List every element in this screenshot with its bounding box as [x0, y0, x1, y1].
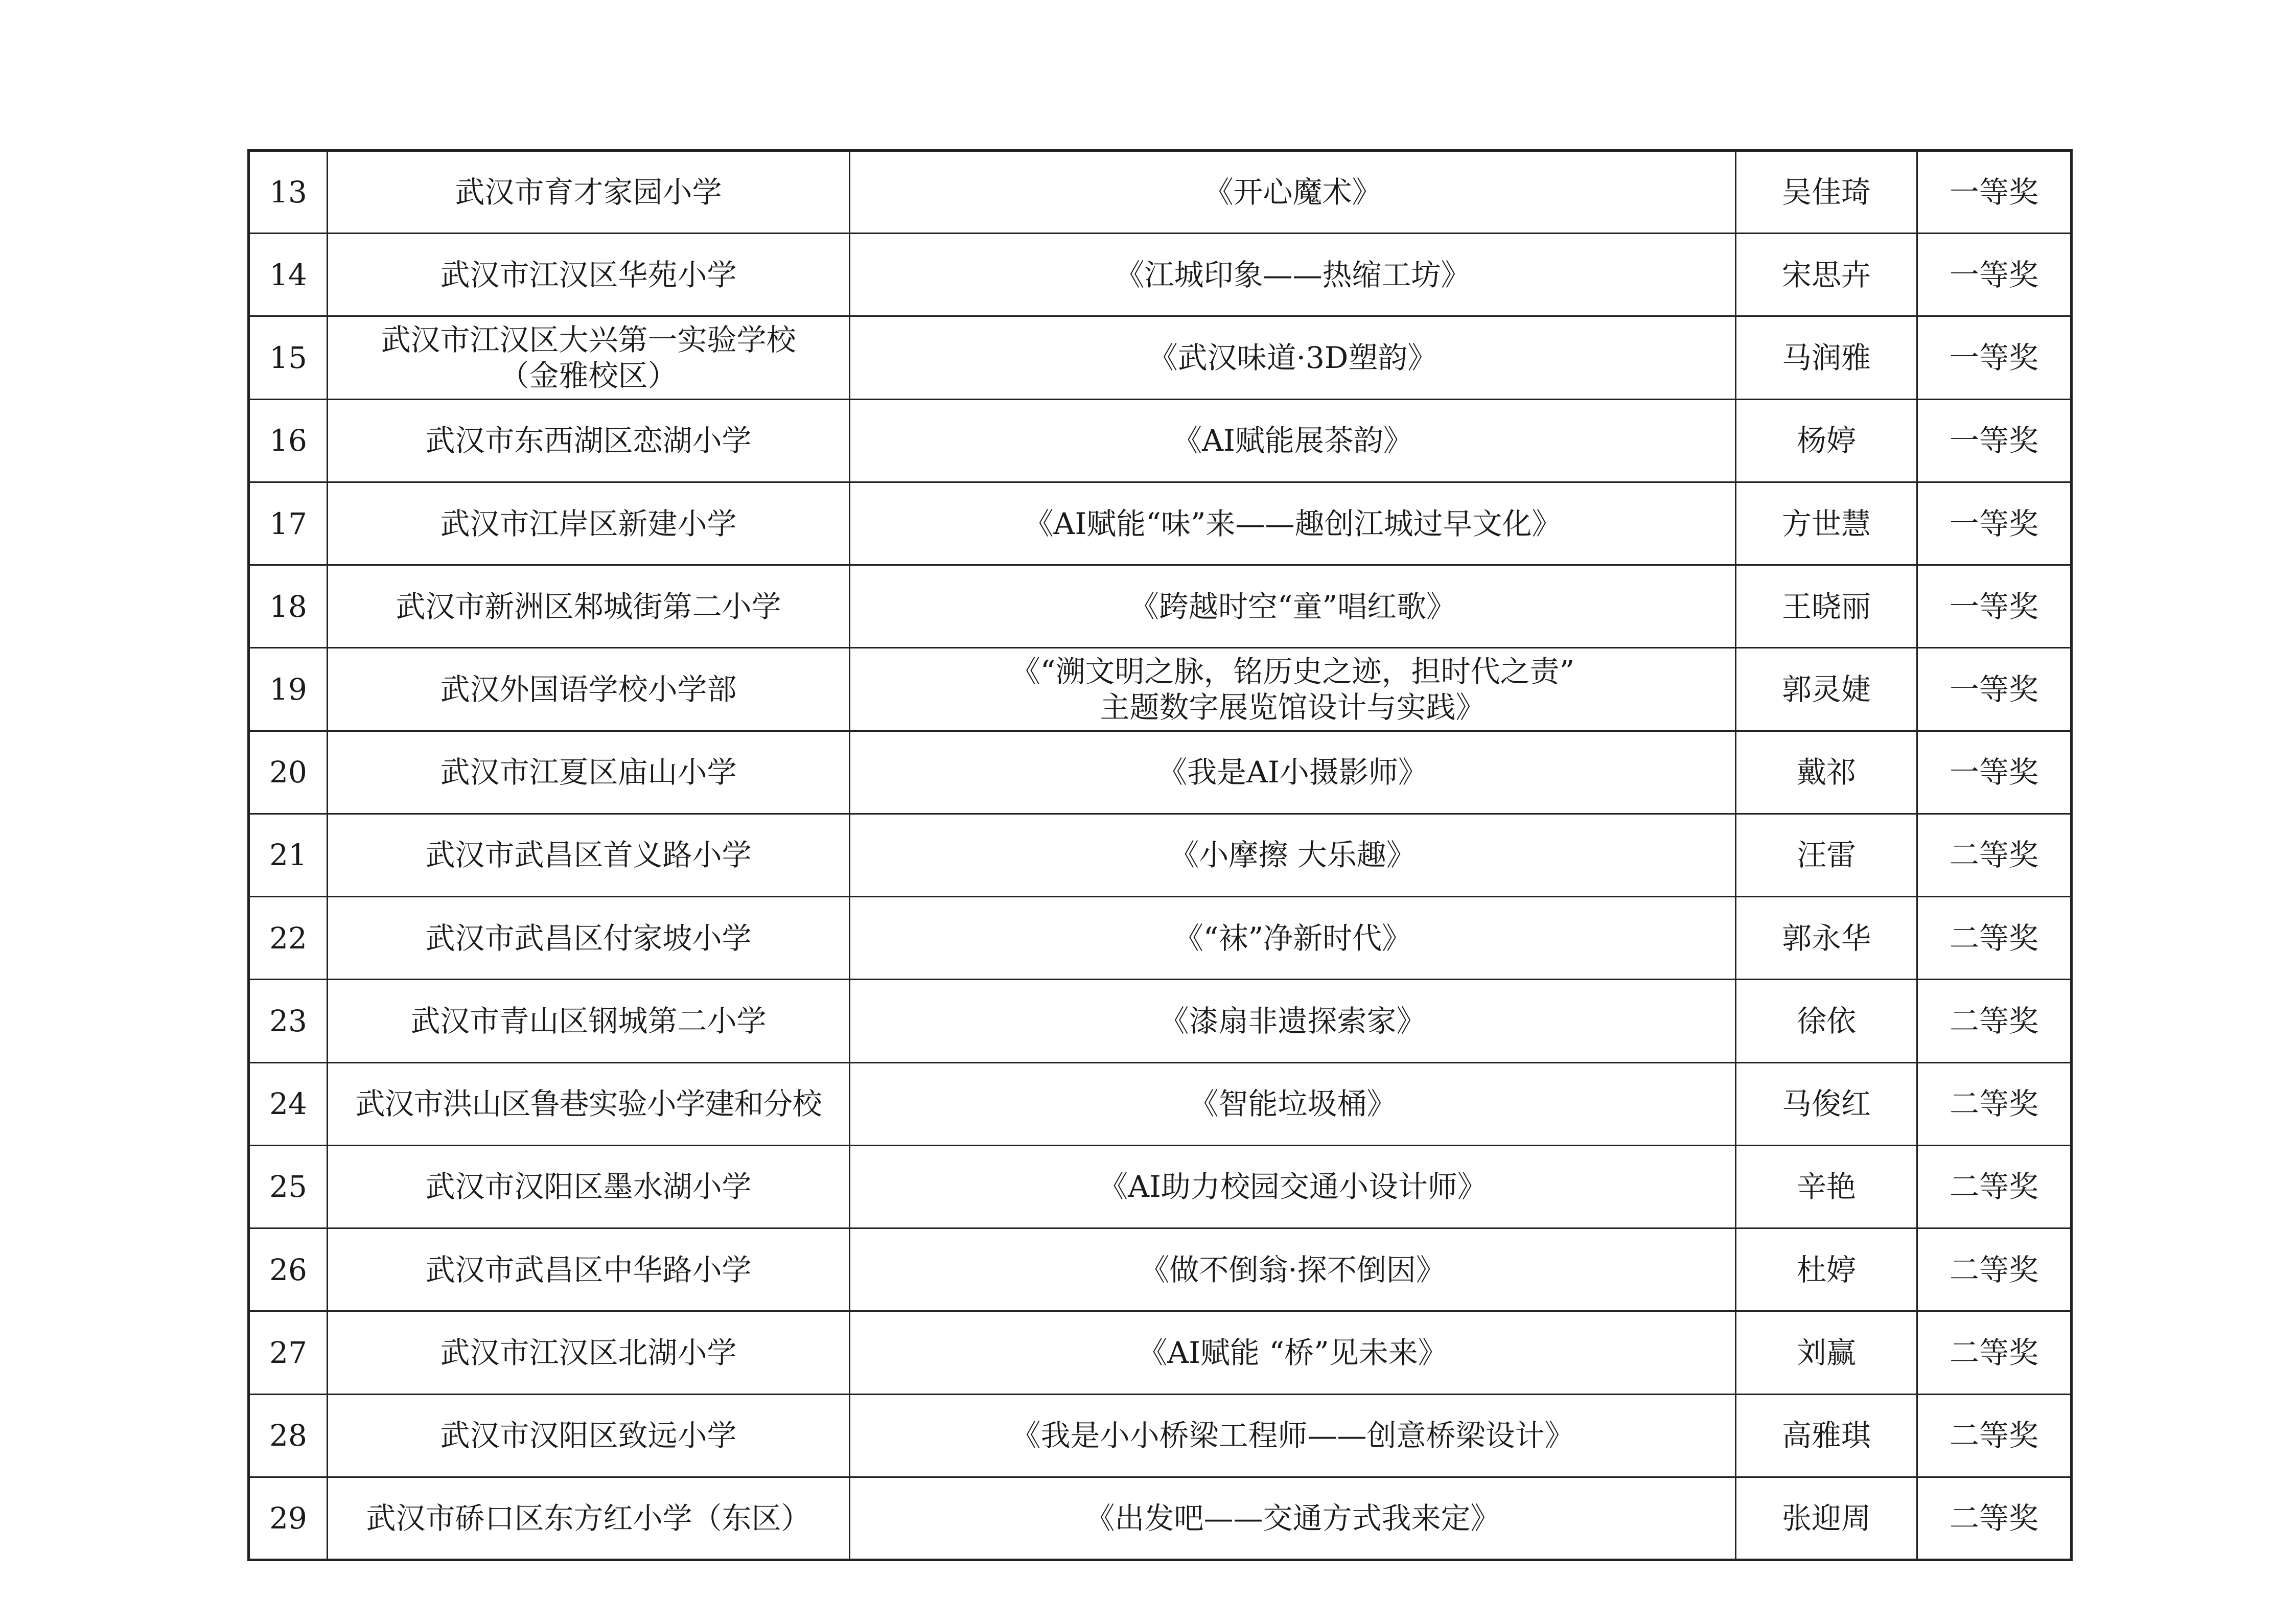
- award-table-body: [249, 151, 2072, 1560]
- table-row: [249, 897, 2072, 980]
- award-level-cell: 二等奖: [1917, 1477, 2072, 1560]
- work-title-cell: 《AI赋能“味”来——趣创江城过早文化》: [850, 482, 1736, 565]
- school-name-cell: 武汉市洪山区鲁巷实验小学建和分校: [328, 1062, 850, 1145]
- work-title-cell: 《开心魔术》: [850, 151, 1736, 234]
- school-name-cell: 武汉市武昌区首义路小学: [328, 814, 850, 896]
- work-title-cell: 《AI赋能展茶韵》: [850, 399, 1736, 482]
- award-level-cell: 一等奖: [1917, 731, 2072, 814]
- teacher-name-cell: 王晓丽: [1736, 565, 1917, 648]
- work-title-cell: 《我是AI小摄影师》: [850, 731, 1736, 814]
- award-level-cell: 二等奖: [1917, 1311, 2072, 1394]
- row-number-cell: 20: [249, 731, 328, 814]
- row-number-cell: 28: [249, 1394, 328, 1477]
- table-row: [249, 1228, 2072, 1311]
- work-title-cell: 《做不倒翁·探不倒因》: [850, 1228, 1736, 1311]
- table-row: [249, 980, 2072, 1062]
- award-level-cell: 一等奖: [1917, 565, 2072, 648]
- work-title-cell: 《江城印象——热缩工坊》: [850, 234, 1736, 316]
- work-title-line: 主题数字展览馆设计与实践》: [1100, 690, 1486, 725]
- teacher-name-cell: 徐依: [1736, 980, 1917, 1062]
- award-level-cell: 二等奖: [1917, 1394, 2072, 1477]
- row-number-cell: 24: [249, 1062, 328, 1145]
- table-row: [249, 1311, 2072, 1394]
- award-table: [247, 149, 2073, 1561]
- school-name-cell: 武汉市江岸区新建小学: [328, 482, 850, 565]
- school-name-cell: 武汉外国语学校小学部: [328, 648, 850, 731]
- school-name-cell: [328, 316, 850, 399]
- row-number-cell: 15: [249, 316, 328, 399]
- award-level-cell: 二等奖: [1917, 814, 2072, 896]
- work-title-cell: 《小摩擦 大乐趣》: [850, 814, 1736, 896]
- row-number-cell: 13: [249, 151, 328, 234]
- row-number-cell: 26: [249, 1228, 328, 1311]
- school-name-cell: 武汉市新洲区邾城街第二小学: [328, 565, 850, 648]
- table-row: [249, 731, 2072, 814]
- teacher-name-cell: 郭灵婕: [1736, 648, 1917, 731]
- row-number-cell: 22: [249, 897, 328, 980]
- work-title-cell: 《AI赋能 “桥”见未来》: [850, 1311, 1736, 1394]
- award-level-cell: 二等奖: [1917, 1062, 2072, 1145]
- row-number-cell: 23: [249, 980, 328, 1062]
- row-number-cell: 18: [249, 565, 328, 648]
- row-number-cell: 14: [249, 234, 328, 316]
- work-title-cell: 《AI助力校园交通小设计师》: [850, 1145, 1736, 1228]
- table-row: [249, 1477, 2072, 1560]
- row-number-cell: 25: [249, 1145, 328, 1228]
- teacher-name-cell: 高雅琪: [1736, 1394, 1917, 1477]
- table-row: [249, 565, 2072, 648]
- teacher-name-cell: 方世慧: [1736, 482, 1917, 565]
- school-name-cell: 武汉市东西湖区恋湖小学: [328, 399, 850, 482]
- row-number-cell: 19: [249, 648, 328, 731]
- school-name-cell: 武汉市江夏区庙山小学: [328, 731, 850, 814]
- teacher-name-cell: 刘赢: [1736, 1311, 1917, 1394]
- row-number-cell: 21: [249, 814, 328, 896]
- award-level-cell: 一等奖: [1917, 648, 2072, 731]
- teacher-name-cell: 宋思卉: [1736, 234, 1917, 316]
- award-level-cell: 一等奖: [1917, 234, 2072, 316]
- school-name-cell: 武汉市武昌区中华路小学: [328, 1228, 850, 1311]
- teacher-name-cell: 郭永华: [1736, 897, 1917, 980]
- award-level-cell: 二等奖: [1917, 980, 2072, 1062]
- work-title-cell: [850, 648, 1736, 731]
- table-row: [249, 814, 2072, 896]
- table-row: [249, 399, 2072, 482]
- teacher-name-cell: 戴祁: [1736, 731, 1917, 814]
- award-level-cell: 一等奖: [1917, 151, 2072, 234]
- school-name-cell: 武汉市硚口区东方红小学（东区）: [328, 1477, 850, 1560]
- table-row: [249, 316, 2072, 399]
- table-row: [249, 151, 2072, 234]
- work-title-line: 《“溯文明之脉，铭历史之迹，担时代之责”: [1010, 654, 1575, 689]
- school-name-cell: 武汉市汉阳区致远小学: [328, 1394, 850, 1477]
- table-row: [249, 1062, 2072, 1145]
- school-name-line: （金雅校区）: [499, 358, 678, 393]
- table-row: [249, 482, 2072, 565]
- work-title-cell: 《跨越时空“童”唱红歌》: [850, 565, 1736, 648]
- row-number-cell: 29: [249, 1477, 328, 1560]
- school-name-cell: 武汉市江汉区北湖小学: [328, 1311, 850, 1394]
- table-row: [249, 1394, 2072, 1477]
- work-title-cell: 《智能垃圾桶》: [850, 1062, 1736, 1145]
- work-title-cell: 《“袜”净新时代》: [850, 897, 1736, 980]
- work-title-cell: 《武汉味道·3D塑韵》: [850, 316, 1736, 399]
- row-number-cell: 17: [249, 482, 328, 565]
- award-level-cell: 二等奖: [1917, 1228, 2072, 1311]
- teacher-name-cell: 汪雷: [1736, 814, 1917, 896]
- work-title-cell: 《出发吧——交通方式我来定》: [850, 1477, 1736, 1560]
- row-number-cell: 27: [249, 1311, 328, 1394]
- school-name-cell: 武汉市江汉区华苑小学: [328, 234, 850, 316]
- school-name-line: 武汉市江汉区大兴第一实验学校: [381, 322, 796, 358]
- school-name-cell: 武汉市武昌区付家坡小学: [328, 897, 850, 980]
- teacher-name-cell: 吴佳琦: [1736, 151, 1917, 234]
- table-row: [249, 234, 2072, 316]
- award-level-cell: 一等奖: [1917, 316, 2072, 399]
- work-title-cell: 《漆扇非遗探索家》: [850, 980, 1736, 1062]
- school-name-cell: 武汉市汉阳区墨水湖小学: [328, 1145, 850, 1228]
- work-title-cell: 《我是小小桥梁工程师——创意桥梁设计》: [850, 1394, 1736, 1477]
- school-name-cell: 武汉市育才家园小学: [328, 151, 850, 234]
- table-row: [249, 1145, 2072, 1228]
- teacher-name-cell: 杜婷: [1736, 1228, 1917, 1311]
- award-level-cell: 一等奖: [1917, 399, 2072, 482]
- teacher-name-cell: 张迎周: [1736, 1477, 1917, 1560]
- teacher-name-cell: 马俊红: [1736, 1062, 1917, 1145]
- teacher-name-cell: 马润雅: [1736, 316, 1917, 399]
- teacher-name-cell: 辛艳: [1736, 1145, 1917, 1228]
- school-name-cell: 武汉市青山区钢城第二小学: [328, 980, 850, 1062]
- award-level-cell: 一等奖: [1917, 482, 2072, 565]
- award-level-cell: 二等奖: [1917, 897, 2072, 980]
- table-row: [249, 648, 2072, 731]
- teacher-name-cell: 杨婷: [1736, 399, 1917, 482]
- row-number-cell: 16: [249, 399, 328, 482]
- award-level-cell: 二等奖: [1917, 1145, 2072, 1228]
